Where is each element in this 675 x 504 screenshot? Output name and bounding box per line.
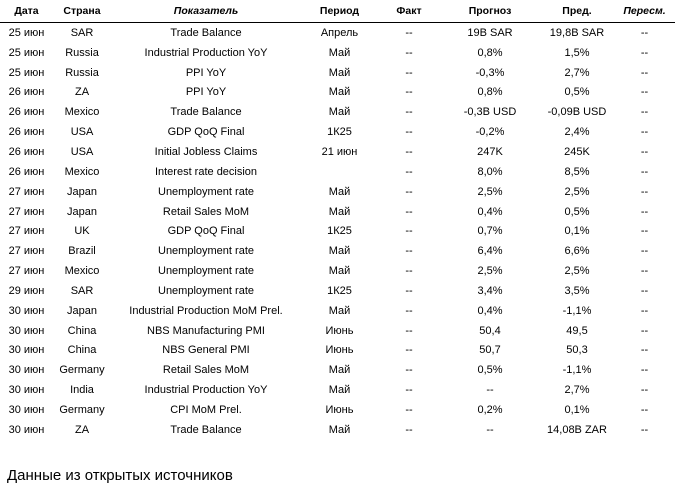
fact-cell: --	[405, 185, 413, 198]
indicator-cell: PPI YoY	[185, 86, 227, 99]
previous-cell: 49,5	[566, 324, 588, 337]
date-cell: 26 июн	[8, 86, 45, 99]
date-cell: 30 июн	[8, 364, 45, 377]
table-row	[0, 360, 675, 380]
country-cell: SAR	[70, 26, 94, 39]
fact-cell: --	[405, 284, 413, 297]
fact-cell: --	[405, 304, 413, 317]
period-cell	[301, 162, 378, 182]
period-cell: Июнь	[325, 403, 354, 416]
country-cell: Mexico	[64, 265, 100, 278]
fact-cell: --	[405, 126, 413, 139]
country-cell: China	[67, 344, 97, 357]
period-cell: Май	[328, 245, 351, 258]
forecast-cell: 0,4%	[477, 205, 503, 218]
previous-cell: 2,5%	[564, 265, 590, 278]
fact-cell: --	[405, 26, 413, 39]
indicator-cell: Initial Jobless Claims	[154, 145, 258, 158]
country-cell: USA	[70, 126, 94, 139]
country-cell: Japan	[67, 205, 97, 218]
country-cell: Germany	[59, 403, 105, 416]
period-cell: Май	[328, 265, 351, 278]
revised-cell: --	[640, 165, 649, 178]
revised-cell: --	[640, 245, 649, 258]
forecast-cell: -0,3B USD	[463, 106, 517, 119]
date-cell: 30 июн	[8, 304, 45, 317]
period-cell: Май	[328, 66, 351, 79]
revised-cell: --	[640, 66, 649, 79]
forecast-cell: -0,2%	[475, 126, 505, 139]
country-cell: SAR	[70, 284, 94, 297]
indicator-cell: Trade Balance	[170, 106, 242, 119]
date-cell: 29 июн	[8, 284, 45, 297]
period-cell: Май	[328, 205, 351, 218]
date-cell: 26 июн	[8, 106, 45, 119]
table-row	[0, 122, 675, 142]
revised-cell: --	[640, 324, 649, 337]
fact-cell: --	[405, 403, 413, 416]
indicator-cell: Trade Balance	[170, 423, 242, 436]
fact-cell: --	[405, 364, 413, 377]
revised-cell: --	[640, 205, 649, 218]
period-cell: Май	[328, 304, 351, 317]
previous-cell: 2,4%	[564, 126, 590, 139]
forecast-cell: 3,4%	[477, 284, 503, 297]
table-row	[0, 142, 675, 162]
revised-cell: --	[640, 126, 649, 139]
revised-cell: --	[640, 304, 649, 317]
period-cell: Май	[328, 364, 351, 377]
fact-cell: --	[405, 245, 413, 258]
date-cell: 27 июн	[8, 265, 45, 278]
fact-cell: --	[405, 165, 413, 178]
country-cell: Mexico	[64, 106, 100, 119]
country-cell: ZA	[74, 423, 90, 436]
table-row	[0, 43, 675, 63]
period-cell: Май	[328, 423, 351, 436]
revised-cell: --	[640, 225, 649, 238]
fact-cell: --	[405, 265, 413, 278]
fact-cell: --	[405, 384, 413, 397]
period-cell: Май	[328, 185, 351, 198]
revised-cell: --	[640, 284, 649, 297]
table-row	[0, 241, 675, 261]
forecast-cell: 6,4%	[477, 245, 503, 258]
date-cell: 27 июн	[8, 245, 45, 258]
previous-cell: 0,1%	[564, 403, 590, 416]
date-cell: 25 июн	[8, 66, 45, 79]
previous-cell: -0,09B USD	[547, 106, 607, 119]
date-cell: 26 июн	[8, 165, 45, 178]
period-cell: Июнь	[325, 344, 354, 357]
previous-cell: 3,5%	[564, 284, 590, 297]
forecast-cell: 0,7%	[477, 225, 503, 238]
date-cell: 27 июн	[8, 205, 45, 218]
previous-cell: 6,6%	[564, 245, 590, 258]
col-header-revised: Пересм.	[614, 0, 675, 23]
date-cell: 26 июн	[8, 145, 45, 158]
country-cell: UK	[74, 225, 90, 238]
revised-cell: --	[640, 106, 649, 119]
revised-cell: --	[640, 86, 649, 99]
previous-cell: -1,1%	[562, 364, 592, 377]
fact-cell: --	[405, 324, 413, 337]
table-row	[0, 420, 675, 440]
period-cell: 21 июн	[321, 145, 358, 158]
header-row	[0, 0, 675, 23]
fact-cell: --	[405, 205, 413, 218]
indicator-cell: Unemployment rate	[158, 265, 254, 278]
source-note: Данные из открытых источников	[7, 467, 233, 484]
forecast-cell: 19B SAR	[467, 26, 513, 39]
table-row	[0, 400, 675, 420]
fact-cell: --	[405, 344, 413, 357]
table-body	[0, 23, 675, 440]
indicator-cell: GDP QoQ Final	[167, 126, 245, 139]
forecast-cell: 247K	[477, 145, 503, 158]
country-cell: Russia	[65, 66, 99, 79]
previous-cell: 0,1%	[564, 225, 590, 238]
indicator-cell: CPI MoM Prel.	[170, 403, 242, 416]
period-cell: 1К25	[327, 126, 352, 139]
indicator-cell: GDP QoQ Final	[167, 225, 245, 238]
period-cell: Май	[328, 106, 351, 119]
revised-cell: --	[640, 384, 649, 397]
country-cell: Mexico	[64, 165, 100, 178]
country-cell: USA	[70, 145, 94, 158]
table-row	[0, 63, 675, 83]
revised-cell: --	[640, 46, 649, 59]
date-cell: 30 июн	[8, 423, 45, 436]
fact-cell: --	[405, 46, 413, 59]
date-cell: 30 июн	[8, 403, 45, 416]
period-cell: Май	[328, 46, 351, 59]
revised-cell: --	[640, 185, 649, 198]
indicator-cell: Interest rate decision	[154, 165, 258, 178]
date-cell: 30 июн	[8, 384, 45, 397]
forecast-cell: 0,2%	[477, 403, 503, 416]
indicator-cell: Unemployment rate	[158, 245, 254, 258]
previous-cell: 50,3	[566, 344, 588, 357]
indicator-cell: NBS General PMI	[162, 344, 250, 357]
fact-cell: --	[405, 145, 413, 158]
period-cell: Апрель	[320, 26, 359, 39]
table-row	[0, 162, 675, 182]
date-cell: 27 июн	[8, 185, 45, 198]
revised-cell: --	[640, 364, 649, 377]
forecast-cell: 0,5%	[477, 364, 503, 377]
forecast-cell: --	[486, 423, 494, 436]
forecast-cell: 50,7	[479, 344, 501, 357]
country-cell: Russia	[65, 46, 99, 59]
revised-cell: --	[640, 265, 649, 278]
table-row	[0, 83, 675, 103]
previous-cell: 1,5%	[564, 46, 590, 59]
date-cell: 25 июн	[8, 46, 45, 59]
forecast-cell: 50,4	[479, 324, 501, 337]
previous-cell: 0,5%	[564, 86, 590, 99]
country-cell: India	[70, 384, 94, 397]
indicator-cell: Industrial Production YoY	[144, 384, 268, 397]
indicator-cell: PPI YoY	[185, 66, 227, 79]
col-header-forecast: Прогноз	[440, 0, 540, 23]
forecast-cell: -0,3%	[475, 66, 505, 79]
table-row	[0, 341, 675, 361]
previous-cell: 0,5%	[564, 205, 590, 218]
table-row	[0, 202, 675, 222]
country-cell: Japan	[67, 304, 97, 317]
previous-cell: 14,08B ZAR	[547, 423, 607, 436]
revised-cell: --	[640, 145, 649, 158]
previous-cell: -1,1%	[562, 304, 592, 317]
indicator-cell: Unemployment rate	[158, 185, 254, 198]
date-cell: 25 июн	[8, 26, 45, 39]
forecast-cell: 0,8%	[477, 86, 503, 99]
period-cell: Май	[328, 384, 351, 397]
table-row	[0, 281, 675, 301]
previous-cell: 245K	[564, 145, 590, 158]
fact-cell: --	[405, 106, 413, 119]
table-row	[0, 380, 675, 400]
date-cell: 27 июн	[8, 225, 45, 238]
fact-cell: --	[405, 225, 413, 238]
forecast-cell: 0,4%	[477, 304, 503, 317]
col-header-fact: Факт	[378, 0, 440, 23]
col-header-date: Дата	[0, 0, 53, 23]
period-cell: 1К25	[327, 284, 352, 297]
country-cell: Japan	[67, 185, 97, 198]
indicator-cell: Trade Balance	[170, 26, 242, 39]
revised-cell: --	[640, 344, 649, 357]
forecast-cell: 0,8%	[477, 46, 503, 59]
previous-cell: 2,7%	[564, 384, 590, 397]
col-header-country: Страна	[53, 0, 111, 23]
revised-cell: --	[640, 423, 649, 436]
col-header-previous: Пред.	[540, 0, 614, 23]
table-row	[0, 182, 675, 202]
table-row	[0, 261, 675, 281]
country-cell: Germany	[59, 364, 105, 377]
forecast-cell: --	[486, 384, 494, 397]
previous-cell: 2,7%	[564, 66, 590, 79]
fact-cell: --	[405, 66, 413, 79]
revised-cell: --	[640, 403, 649, 416]
period-cell: 1К25	[327, 225, 352, 238]
country-cell: Brazil	[68, 245, 96, 258]
indicator-cell: Unemployment rate	[158, 284, 254, 297]
date-cell: 30 июн	[8, 344, 45, 357]
indicator-cell: Industrial Production YoY	[144, 46, 268, 59]
previous-cell: 19,8B SAR	[549, 26, 605, 39]
forecast-cell: 8,0%	[477, 165, 503, 178]
fact-cell: --	[405, 423, 413, 436]
col-header-period: Период	[301, 0, 378, 23]
table-row	[0, 221, 675, 241]
date-cell: 26 июн	[8, 126, 45, 139]
previous-cell: 8,5%	[564, 165, 590, 178]
previous-cell: 2,5%	[564, 185, 590, 198]
country-cell: China	[67, 324, 97, 337]
table-row	[0, 23, 675, 43]
forecast-cell: 2,5%	[477, 185, 503, 198]
table-row	[0, 102, 675, 122]
fact-cell: --	[405, 86, 413, 99]
table-row	[0, 321, 675, 341]
table-row	[0, 301, 675, 321]
indicator-cell: Retail Sales MoM	[162, 364, 250, 377]
indicator-cell: NBS Manufacturing PMI	[147, 324, 265, 337]
table-header	[0, 0, 675, 23]
revised-cell: --	[640, 26, 649, 39]
col-header-indicator: Показатель	[111, 0, 301, 23]
period-cell: Июнь	[325, 324, 354, 337]
forecast-cell: 2,5%	[477, 265, 503, 278]
indicator-cell: Industrial Production MoM Prel.	[129, 304, 283, 317]
period-cell: Май	[328, 86, 351, 99]
indicator-cell: Retail Sales MoM	[162, 205, 250, 218]
country-cell: ZA	[74, 86, 90, 99]
date-cell: 30 июн	[8, 324, 45, 337]
